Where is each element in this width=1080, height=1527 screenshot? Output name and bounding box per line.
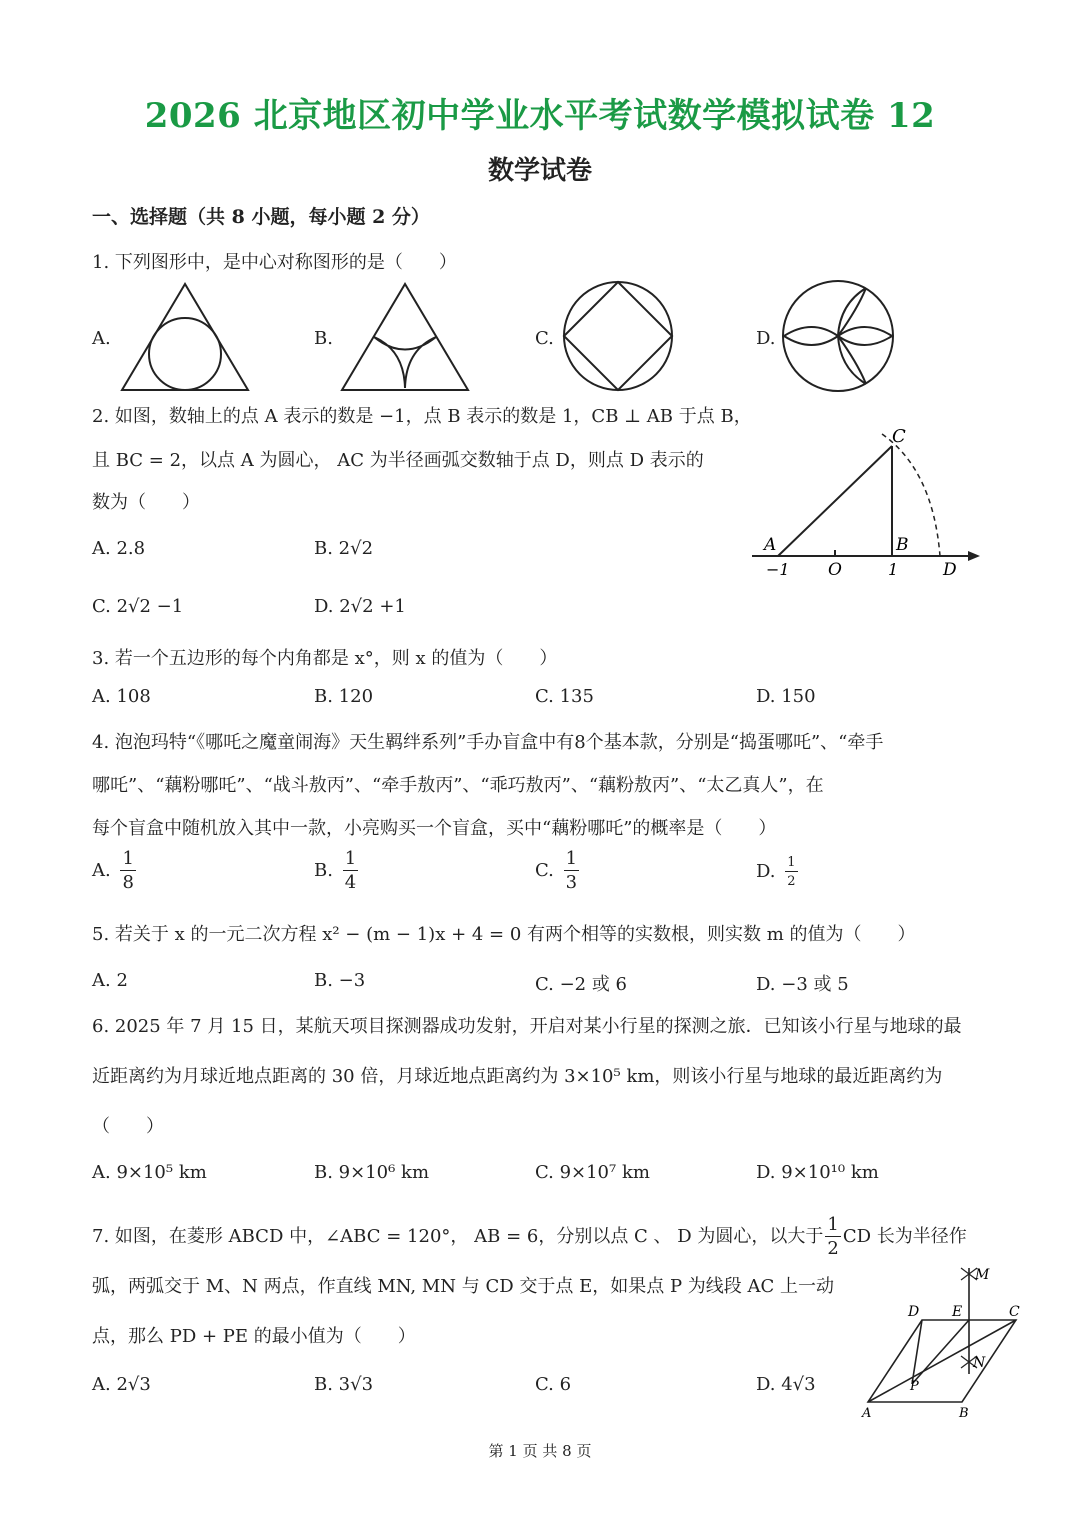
- question-3-text: 3. 若一个五边形的每个内角都是 x°，则 x 的值为（ ）: [92, 648, 558, 669]
- q4-option-c: [535, 850, 579, 892]
- label-d: D: [908, 1304, 920, 1320]
- segment-ac: [778, 446, 892, 556]
- q7-rhombus-figure: [858, 1262, 1030, 1422]
- question-6-line1: 6. 2025 年 7 月 15 日，某航天项目探测器成功发射，开启对某小行星的探测之旅．已知该小行星与地球的最: [92, 1016, 962, 1037]
- question-6-line3: （ ）: [92, 1116, 164, 1137]
- question-5-text: 5. 若关于 x 的一元二次方程 x² − (m − 1)x + 4 = 0 有两个相等的实数根，则实数 m 的值为（ ）: [92, 924, 916, 945]
- q2-option-c: C. 2√2 −1: [92, 596, 184, 617]
- question-4-line1: 4. 泡泡玛特“《哪吒之魔童闹海》天生羁绊系列”手办盲盒中有8个基本款，分别是“捣蛋哪吒”、“牵手: [92, 732, 884, 753]
- q4-option-b: [314, 850, 358, 892]
- label-b: B: [896, 535, 909, 555]
- exam-subtitle: 数学试卷: [487, 156, 592, 186]
- question-7-line1: [92, 1216, 967, 1258]
- q4-option-b-label: B.: [314, 860, 333, 881]
- label-n: N: [973, 1355, 986, 1371]
- q2-option-d: D. 2√2 +1: [314, 596, 406, 617]
- q5-option-b: B. −3: [314, 970, 366, 991]
- q1-option-b-label: B.: [314, 328, 333, 349]
- label-a: A: [862, 1406, 872, 1421]
- q7-option-b: B. 3√3: [314, 1374, 374, 1395]
- label-m: M: [975, 1267, 990, 1283]
- q1-figure-c: [560, 280, 676, 394]
- q4-option-a-label: A.: [92, 860, 111, 881]
- label-b: B: [959, 1406, 969, 1421]
- exam-title: 2026 北京地区初中学业水平考试数学模拟试卷 12: [144, 96, 936, 136]
- q2-number-line-figure: [748, 420, 988, 590]
- label-o: O: [828, 560, 842, 580]
- q7-half-fraction: $\frac{1}{2}$: [827, 1214, 839, 1259]
- q3-option-b: B. 120: [314, 686, 374, 707]
- q2-option-a: A. 2.8: [92, 538, 146, 559]
- label-c: C: [1009, 1304, 1020, 1320]
- label-e: E: [952, 1304, 963, 1320]
- label-p: P: [910, 1379, 919, 1394]
- section-heading: 一、选择题（共 8 小题，每小题 2 分）: [92, 206, 430, 228]
- q4-option-d-fraction: $\frac{1}{2}$: [787, 855, 796, 889]
- question-7-line2: 弧，两弧交于 M、N 两点，作直线 MN, MN 与 CD 交于点 E，如果点 P 为线段 AC 上一动: [92, 1276, 834, 1297]
- question-1-text: 1. 下列图形中，是中心对称图形的是（ ）: [92, 252, 457, 273]
- q6-option-c: C. 9×10⁷ km: [535, 1162, 650, 1183]
- q4-option-c-label: C.: [535, 860, 554, 881]
- question-4-line2: 哪吒”、“藕粉哪吒”、“战斗敖丙”、“牵手敖丙”、“乖巧敖丙”、“藕粉敖丙”、“太乙真人”，在: [92, 775, 824, 796]
- q5-option-a: A. 2: [92, 970, 128, 991]
- q1-option-d-label: D.: [756, 328, 776, 349]
- question-7-line1-part2: CD 长为半径作: [842, 1226, 967, 1247]
- q7-option-c: C. 6: [535, 1374, 572, 1395]
- label-1: 1: [888, 560, 899, 579]
- q5-option-d: D. −3 或 5: [756, 974, 849, 995]
- question-7-line1-part1: 7. 如图，在菱形 ABCD 中，∠ABC = 120°， AB = 6，分别以点 C 、 D 为圆心，以大于: [92, 1226, 824, 1247]
- q3-option-c: C. 135: [535, 686, 594, 707]
- q1-figure-d: [780, 280, 898, 394]
- q3-option-a: A. 108: [92, 686, 151, 707]
- question-6-line2: 近距离约为月球近地点距离的 30 倍，月球近地点距离约为 3×10⁵ km，则该小行星与地球的最近距离约为: [92, 1066, 943, 1087]
- q1-figure-a: [118, 280, 252, 394]
- q7-option-a: A. 2√3: [92, 1374, 151, 1395]
- q4-option-d-label: D.: [756, 861, 776, 882]
- page-number: 第 1 页 共 8 页: [488, 1442, 592, 1460]
- arrow-icon: [968, 551, 980, 561]
- label-minus1: −1: [766, 560, 790, 579]
- q4-option-a-fraction: $\frac{1}{8}$: [122, 848, 134, 893]
- question-4-line3: 每个盲盒中随机放入其中一款，小亮购买一个盲盒，买中“藕粉哪吒”的概率是（ ）: [92, 818, 777, 839]
- q3-option-d: D. 150: [756, 686, 816, 707]
- q1-option-a-label: A.: [92, 328, 111, 349]
- arc-cd: [882, 434, 940, 556]
- q4-option-b-fraction: $\frac{1}{4}$: [344, 848, 357, 893]
- q4-option-a: [92, 850, 136, 892]
- label-c: C: [892, 426, 906, 447]
- q7-option-d: D. 4√3: [756, 1374, 816, 1395]
- q6-option-a: A. 9×10⁵ km: [92, 1162, 207, 1183]
- question-2-line3: 数为（ ）: [92, 492, 200, 513]
- diagonal-ac: [868, 1320, 1016, 1402]
- q4-option-c-fraction: $\frac{1}{3}$: [565, 848, 578, 893]
- label-a: A: [764, 535, 777, 555]
- q6-option-b: B. 9×10⁶ km: [314, 1162, 430, 1183]
- q5-option-c: C. −2 或 6: [535, 974, 628, 995]
- label-d: D: [943, 560, 957, 580]
- question-2-line1: 2. 如图，数轴上的点 A 表示的数是 −1，点 B 表示的数是 1，CB ⊥ AB 于点 B，: [92, 406, 752, 427]
- q6-option-d: D. 9×10¹⁰ km: [756, 1162, 879, 1183]
- question-7-line3: 点，那么 PD + PE 的最小值为（ ）: [92, 1326, 416, 1347]
- question-2-line2: 且 BC = 2，以点 A 为圆心， AC 为半径画弧交数轴于点 D，则点 D 表示的: [92, 450, 704, 471]
- q2-option-b: B. 2√2: [314, 538, 374, 559]
- q1-figure-b: [338, 280, 472, 394]
- q4-option-d: [756, 856, 798, 888]
- q1-option-c-label: C.: [535, 328, 554, 349]
